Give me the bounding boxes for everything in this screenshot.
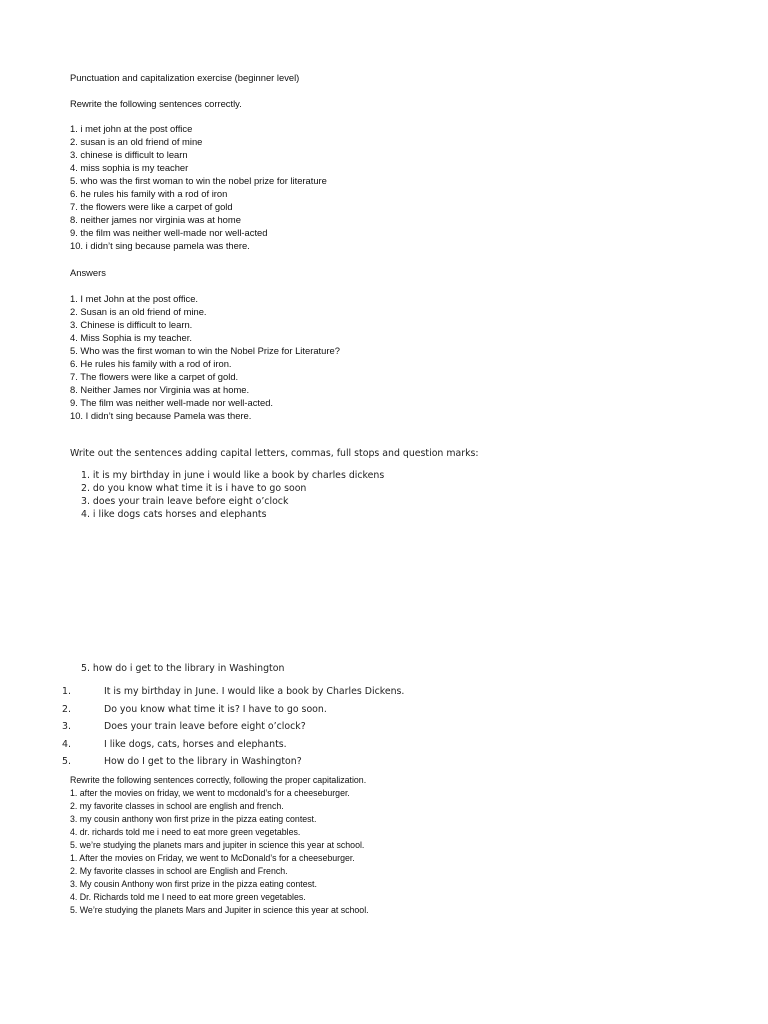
list-item: 3. my cousin anthony won first prize in the pizza eating contest. bbox=[70, 814, 317, 824]
section2-instruction: Write out the sentences adding capital letters, commas, full stops and question marks: bbox=[70, 448, 479, 459]
answer-text: How do I get to the library in Washington? bbox=[104, 756, 302, 768]
section3-question-list bbox=[70, 787, 369, 852]
list-item: 4. dr. richards told me i need to eat more green vegetables. bbox=[70, 827, 301, 837]
section2-question-5: 5. how do i get to the library in Washington bbox=[81, 663, 285, 674]
section1-answer-list bbox=[70, 292, 340, 422]
list-item bbox=[62, 739, 404, 757]
answer-text: Does your train leave before eight o’clock? bbox=[104, 721, 306, 733]
list-item: 2. do you know what time it is i have to go soon bbox=[81, 483, 307, 494]
answer-text: I like dogs, cats, horses and elephants. bbox=[104, 738, 287, 750]
list-item: 2. susan is an old friend of mine bbox=[70, 136, 203, 147]
list-item: 10. I didn’t sing because Pamela was there. bbox=[70, 410, 252, 421]
section2-answer-list bbox=[62, 686, 404, 774]
list-item: 4. Dr. Richards told me I need to eat more green vegetables. bbox=[70, 892, 306, 902]
answer-number: 4. bbox=[62, 738, 71, 750]
list-item: 2. Susan is an old friend of mine. bbox=[70, 306, 207, 317]
answers-heading: Answers bbox=[70, 267, 106, 278]
list-item: 6. he rules his family with a rod of iron bbox=[70, 188, 228, 199]
list-item bbox=[62, 704, 404, 722]
list-item: 5. who was the first woman to win the nobel prize for literature bbox=[70, 175, 327, 186]
section1-question-list bbox=[70, 122, 327, 252]
list-item: 5. We’re studying the planets Mars and Jupiter in science this year at school. bbox=[70, 905, 369, 915]
list-item: 7. the flowers were like a carpet of gold bbox=[70, 201, 233, 212]
list-item bbox=[62, 686, 404, 704]
section3-answer-list bbox=[70, 852, 369, 917]
list-item bbox=[62, 756, 404, 774]
list-item: 1. After the movies on Friday, we went to McDonald’s for a cheeseburger. bbox=[70, 853, 355, 863]
list-item: 3. Chinese is difficult to learn. bbox=[70, 319, 193, 330]
list-item: 8. Neither James nor Virginia was at home. bbox=[70, 384, 250, 395]
list-item: 5. we’re studying the planets mars and jupiter in science this year at school. bbox=[70, 840, 365, 850]
section3 bbox=[70, 774, 369, 917]
list-item: 1. I met John at the post office. bbox=[70, 293, 199, 304]
list-item: 1. i met john at the post office bbox=[70, 123, 193, 134]
list-item: 2. My favorite classes in school are English and French. bbox=[70, 866, 288, 876]
list-item: 4. miss sophia is my teacher bbox=[70, 162, 189, 173]
answer-number: 5. bbox=[62, 756, 71, 768]
list-item: 2. my favorite classes in school are english and french. bbox=[70, 801, 284, 811]
answer-number: 3. bbox=[62, 721, 71, 733]
answer-number: 2. bbox=[62, 703, 71, 715]
list-item: 10. i didn’t sing because pamela was there. bbox=[70, 240, 250, 251]
section1-instruction: Rewrite the following sentences correctly. bbox=[70, 98, 242, 109]
list-item: 3. My cousin Anthony won first prize in the pizza eating contest. bbox=[70, 879, 317, 889]
section3-instruction: Rewrite the following sentences correctly, following the proper capitalization. bbox=[70, 775, 367, 785]
list-item: 8. neither james nor virginia was at home bbox=[70, 214, 241, 225]
list-item: 1. it is my birthday in june i would like a book by charles dickens bbox=[81, 470, 385, 481]
list-item: 9. the film was neither well-made nor well-acted bbox=[70, 227, 268, 238]
list-item: 6. He rules his family with a rod of iron. bbox=[70, 358, 232, 369]
list-item: 4. Miss Sophia is my teacher. bbox=[70, 332, 192, 343]
list-item: 1. after the movies on friday, we went to mcdonald’s for a cheeseburger. bbox=[70, 788, 350, 798]
list-item: 5. Who was the first woman to win the Nobel Prize for Literature? bbox=[70, 345, 340, 356]
exercise-title: Punctuation and capitalization exercise (beginner level) bbox=[70, 72, 300, 83]
list-item: 4. i like dogs cats horses and elephants bbox=[81, 509, 267, 520]
list-item: 3. chinese is difficult to learn bbox=[70, 149, 188, 160]
answer-number: 1. bbox=[62, 686, 71, 697]
list-item: 7. The flowers were like a carpet of gold. bbox=[70, 371, 239, 382]
list-item: 3. does your train leave before eight o’clock bbox=[81, 496, 289, 507]
answer-text: It is my birthday in June. I would like a book by Charles Dickens. bbox=[104, 686, 405, 697]
section2-question-list bbox=[81, 470, 384, 522]
answer-text: Do you know what time it is? I have to go soon. bbox=[104, 703, 327, 715]
list-item bbox=[62, 721, 404, 739]
list-item: 9. The film was neither well-made nor well-acted. bbox=[70, 397, 274, 408]
